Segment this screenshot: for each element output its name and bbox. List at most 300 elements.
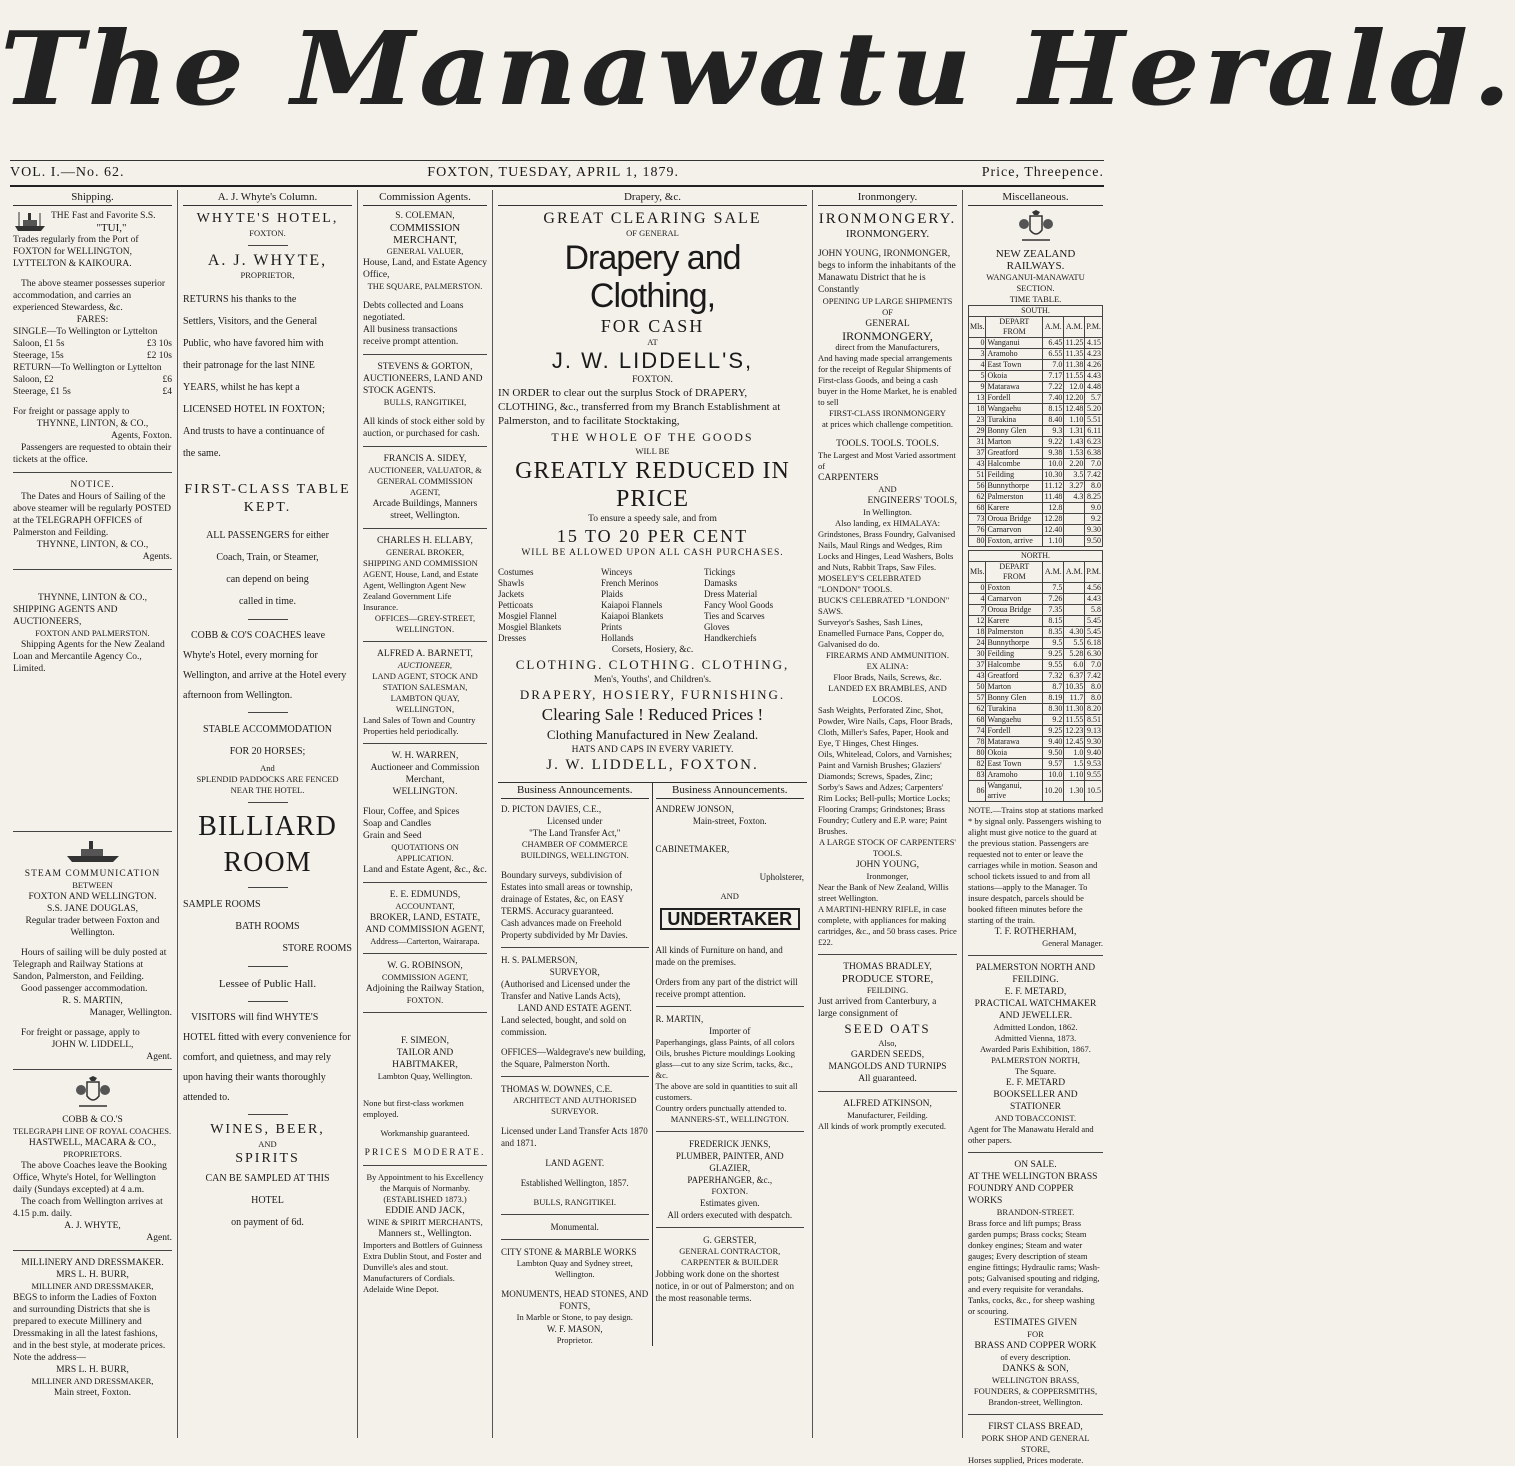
timetable-cell: 11.30 xyxy=(1065,704,1084,713)
timetable-cell: 7.42 xyxy=(1085,470,1103,481)
palmerson-sold: Land selected, bought, and sold on commission. xyxy=(501,1015,627,1037)
coach-line: Coach, Train, or Steamer, xyxy=(216,552,319,563)
timetable-cell: 5.8 xyxy=(1085,605,1103,616)
timetable-cell: Fordell xyxy=(986,726,1043,737)
timetable-cell: 10.0 xyxy=(1043,459,1064,470)
goods-item: Winceys xyxy=(601,567,633,577)
city-signature: W. F. MASON, xyxy=(546,1324,603,1334)
timetable-cell: 8.20 xyxy=(1085,704,1103,715)
ad-davies xyxy=(501,803,649,941)
jonson-upholsterer: Upholsterer, xyxy=(759,872,804,882)
stable-near: NEAR THE HOTEL. xyxy=(230,785,305,795)
timetable-cell: 11.55 xyxy=(1065,715,1084,724)
danks-trade: WELLINGTON BRASS, FOUNDERS, & COPPERSMITHS, xyxy=(973,1375,1098,1396)
gerster-trade: GENERAL CONTRACTOR, CARPENTER & BUILDER xyxy=(679,1246,781,1267)
metard-place: PALMERSTON NORTH AND FEILDING. xyxy=(975,963,1096,985)
timetable-cell: 9.55 xyxy=(1043,660,1064,671)
timetable-cell: 0 xyxy=(969,583,986,594)
timetable-cell: Foxton, arrive xyxy=(986,536,1043,547)
liddell-intro: IN ORDER to clear out the surplus Stock of DRAPERY, CLOTHING, &c., transferred from my Branch Establishment at Palmerston, and to facilitate Stocktaking, xyxy=(498,387,781,427)
timetable-cell: 5 xyxy=(969,371,986,382)
steam-manager: R. S. MARTIN, xyxy=(62,996,123,1006)
gerster-body: Jobbing work done on the shortest notice, in or out of Palmerston; and on the most reasonable terms. xyxy=(655,1269,794,1303)
timetable-cell: 7.22 xyxy=(1043,382,1064,393)
jenks-orders: All orders executed with despatch. xyxy=(667,1210,793,1220)
millinery-name: MRS L. H. BURR, xyxy=(56,1270,129,1280)
metard-name: E. F. METARD, xyxy=(1004,987,1067,997)
timetable-cell: 4.23 xyxy=(1085,349,1103,360)
tui-trades: Trades regularly from the Port of FOXTON for WELLINGTON, LYTTELTON & KAIKOURA. xyxy=(13,235,139,269)
timetable-cell: 12.45 xyxy=(1065,737,1084,746)
ad-young xyxy=(818,210,957,948)
cobb-proprietors-title: PROPRIETORS. xyxy=(63,1149,122,1159)
young-ironmonger: Ironmonger, xyxy=(866,871,909,881)
young-ironmongery: IRONMONGERY, xyxy=(842,329,933,343)
timetable-direction: NORTH. xyxy=(969,551,1103,562)
timetable-cell: 50 xyxy=(969,682,986,693)
timetable-cell: 9.40 xyxy=(1085,748,1103,759)
steam-agent: JOHN W. LIDDELL, xyxy=(51,1040,134,1050)
timetable-row xyxy=(969,605,1103,616)
hotel-place: FOXTON. xyxy=(249,228,286,238)
timetable-cell: 7.42 xyxy=(1085,671,1103,682)
sidey-name: FRANCIS A. SIDEY, xyxy=(383,454,467,464)
fare-value: £3 10s xyxy=(146,339,172,349)
timetable-row xyxy=(969,704,1103,715)
issue-price: Price, Threepence. xyxy=(981,165,1104,180)
fare-label: Steerage, £1 5s xyxy=(13,387,71,397)
timetable-cell: Aramoho xyxy=(986,349,1043,360)
column-heading: Shipping. xyxy=(13,190,172,206)
fare-label: Saloon, £1 5s xyxy=(13,339,65,349)
passengers-line: ALL PASSENGERS for either xyxy=(206,530,329,541)
timetable-cell: 62 xyxy=(969,704,986,715)
timetable-cell: 7.0 xyxy=(1043,360,1064,371)
timetable-cell: 4.43 xyxy=(1085,371,1103,382)
will-be: WILL BE xyxy=(635,446,670,456)
goods-col-b xyxy=(601,567,704,644)
palmerson-title: SURVEYOR, xyxy=(549,967,600,977)
timetable-cell: Palmerston xyxy=(986,627,1043,638)
ad-atkinson xyxy=(818,1098,957,1132)
timetable-cell: 8.7 xyxy=(1043,682,1064,693)
goods-item: Damasks xyxy=(704,578,737,588)
timetable-cell: Oroua Bridge xyxy=(986,514,1043,525)
simeon-prices: PRICES MODERATE. xyxy=(364,1148,486,1158)
timetable-cell: Fordell xyxy=(986,393,1043,404)
timetable-cell: 8.0 xyxy=(1085,682,1103,693)
timetable-cell: 7.40 xyxy=(1043,393,1064,404)
bradley-arrived: Just arrived from Canterbury, a large consignment of xyxy=(818,997,937,1019)
coleman-debts: Debts collected and Loans negotiated. xyxy=(363,301,464,323)
column-heading: A. J. Whyte's Column. xyxy=(183,190,352,206)
timetable-cell: 12.0 xyxy=(1064,382,1085,393)
timetable-header-cell: P.M. xyxy=(1085,562,1103,583)
timetable-cell: 12.40 xyxy=(1044,525,1063,534)
eddie-trade: WINE & SPIRIT MERCHANTS, xyxy=(367,1217,483,1227)
sidey-address: Arcade Buildings, Manners street, Wellington. xyxy=(372,499,478,521)
timetable-cell: Matarawa xyxy=(986,737,1043,748)
steam-good: Good passenger accommodation. xyxy=(21,984,148,994)
columns xyxy=(8,190,1108,1465)
monumental-heading: Monumental. xyxy=(550,1222,599,1232)
stevens-place: BULLS, RANGITIKEI, xyxy=(383,397,467,407)
tui-freight: For freight or passage apply to xyxy=(13,407,130,417)
hotel-line: RETURNS his thanks to the xyxy=(183,294,297,305)
timetable-cell: 9.55 xyxy=(1085,770,1103,781)
timetable-row xyxy=(969,616,1103,627)
railway-note: NOTE.—Trains stop at stations marked * by signal only. Passengers wishing to alight must give notice to the guard at the previous station. Passengers are requested not to enter or leave the carriages while in motion. Season and school tickets issued to and from all stations—apply to the Manager. To insure despatch, parcels should be booked fifteen minutes before the starting of the train. xyxy=(968,805,1103,925)
timetable-cell: 1.30 xyxy=(1064,781,1085,802)
timetable-cell: 1.0 xyxy=(1064,748,1085,759)
young-general: GENERAL xyxy=(865,319,910,329)
timetable-cell: Okoia xyxy=(986,748,1043,759)
city-address: Lambton Quay and Sydney street, Wellington. xyxy=(516,1258,633,1279)
timetable-cell: 12.48 xyxy=(1065,404,1084,413)
timetable-cell: 83 xyxy=(969,770,986,781)
timetable-row xyxy=(969,349,1103,360)
timetable-cell: Halcombe xyxy=(986,660,1043,671)
goods-col-a xyxy=(498,567,601,644)
timetable-cell: 9.22 xyxy=(1043,437,1064,448)
goods-col-c xyxy=(704,567,807,644)
timetable-row xyxy=(969,393,1103,404)
robinson-name: W. G. ROBINSON, xyxy=(387,961,463,971)
jenks-estimates: Estimates given. xyxy=(700,1198,760,1208)
goods-item: Hollands xyxy=(601,633,634,643)
timetable-cell: Feilding xyxy=(986,470,1043,481)
wines-beer: WINES, BEER, xyxy=(210,1122,325,1137)
timetable-cell: 37 xyxy=(969,660,986,671)
robinson-body: Adjoining the Railway Station, xyxy=(365,984,485,994)
column-drapery xyxy=(493,190,813,1438)
davies-name: D. PICTON DAVIES, C.E., xyxy=(501,804,602,814)
young-floor: Floor Brads, Nails, Screws, &c. xyxy=(833,672,942,682)
timetable-cell: 51 xyxy=(969,470,986,481)
ad-bakery xyxy=(968,1421,1103,1466)
robinson-place: FOXTON. xyxy=(406,995,444,1005)
timetable-cell: 30 xyxy=(969,649,986,660)
column-heading: Miscellaneous. xyxy=(968,190,1103,206)
metard-agent: Agent for The Manawatu Herald and other papers. xyxy=(968,1124,1094,1145)
timetable-header-cell: DEPART FROM xyxy=(986,562,1043,583)
tui-passengers: Passengers are requested to obtain their tickets at the office. xyxy=(13,443,172,465)
steam-trader: Regular trader between Foxton and Wellington. xyxy=(25,916,160,938)
timetable-cell: 9.40 xyxy=(1043,737,1064,748)
timetable-cell: 10.5 xyxy=(1085,781,1103,802)
timetable-header-cell: Mls. xyxy=(969,562,986,583)
timetable-row xyxy=(969,404,1103,415)
notice-signature-title: Agents. xyxy=(142,552,172,562)
timetable-cell: Okoia xyxy=(986,371,1043,382)
jenks-place: FOXTON. xyxy=(711,1186,748,1196)
goods-item: Kaiapoi Blankets xyxy=(601,611,664,621)
martin-address: MANNERS-ST., WELLINGTON. xyxy=(670,1114,789,1124)
timetable-cell: Greatford xyxy=(986,448,1043,459)
young-misc: Sash Weights, Perforated Zinc, Shot, Powder, Wire Nails, Caps, Floor Brads, Cloth, Miller's Safes, Paper, Hook and Eye, T Hinges, Chest Hinges. xyxy=(818,705,953,748)
timetable-cell xyxy=(1064,616,1085,627)
timetable-cell: Oroua Bridge xyxy=(986,605,1043,616)
steam-agent-title: Agent. xyxy=(146,1052,172,1062)
timetable-row xyxy=(969,514,1103,525)
ad-tui xyxy=(13,210,172,466)
coleman-name: S. COLEMAN, xyxy=(395,211,455,221)
cobb-line: TELEGRAPH LINE OF ROYAL COACHES. xyxy=(13,1126,172,1136)
timetable-heading: TIME TABLE. xyxy=(1009,294,1062,304)
steamship-icon xyxy=(63,838,123,864)
timetable-cell: 1.43 xyxy=(1064,437,1085,448)
sidey-trade: AUCTIONEER, VALUATOR, & GENERAL COMMISSION AGENT, xyxy=(368,465,482,497)
timetable-cell: 1.53 xyxy=(1064,448,1085,459)
notice-heading: NOTICE. xyxy=(70,480,115,490)
timetable-cell: 4 xyxy=(969,360,986,371)
ad-thynne xyxy=(13,592,172,675)
percent-line: 15 TO 20 PER CENT xyxy=(556,526,749,546)
young-first: FIRST-CLASS IRONMONGERY xyxy=(828,408,947,418)
timetable-cell: 11.25 xyxy=(1065,338,1084,347)
ad-barnett xyxy=(363,648,487,737)
goods-item: Dress Material xyxy=(704,589,758,599)
timetable-cell: 7.5 xyxy=(1043,583,1064,594)
young-signature: JOHN YOUNG, xyxy=(856,860,919,870)
fare-row xyxy=(13,338,172,350)
metard-square: The Square. xyxy=(1014,1066,1057,1076)
timetable-cell: 0 xyxy=(969,338,986,349)
ad-robinson xyxy=(363,960,487,1006)
downes-body: Licensed under Land Transfer Acts 1870 and 1871. xyxy=(501,1126,648,1148)
hotel-line: YEARS, whilst he has kept a xyxy=(183,382,300,393)
bradley-place: FEILDING. xyxy=(866,985,909,995)
edmunds-body: BROKER, LAND, ESTATE, AND COMMISSION AGENT, xyxy=(365,913,485,935)
city-body: MONUMENTS, HEAD STONES, AND FONTS, xyxy=(501,1289,649,1311)
volume-number: VOL. I.—No. 62. xyxy=(10,165,125,180)
business-left xyxy=(498,783,653,1346)
for-cash: FOR CASH xyxy=(600,316,705,336)
timetable-row xyxy=(969,492,1103,503)
cobb-coaches: COBB & CO'S COACHES leave Whyte's Hotel, every morning for Wellington, and arrive at the Hotel every afternoon from Wellington. xyxy=(183,630,347,701)
visitors-line: VISITORS will find WHYTE'S HOTEL fitted with every convenience for comfort, and quietness, and may rely upon having their wants thoroughly attended to. xyxy=(183,1012,351,1103)
ad-notice xyxy=(13,479,172,563)
timetable-cell: Carnarvon xyxy=(986,525,1043,536)
palmerson-name: H. S. PALMERSON, xyxy=(501,955,578,965)
timetable-cell: 18 xyxy=(969,627,986,638)
manufactured-line: Clothing Manufactured in New Zealand. xyxy=(546,727,759,742)
timetable-cell: Turakina xyxy=(986,415,1043,426)
barnett-address: LAMBTON QUAY, WELLINGTON, xyxy=(390,693,460,714)
mens-line: Men's, Youths', and Children's. xyxy=(593,675,712,685)
column-heading: Commission Agents. xyxy=(363,190,487,206)
estimates-for: FOR xyxy=(1027,1329,1044,1339)
timetable-cell: 1.31 xyxy=(1064,426,1085,437)
barnett-sales: Land Sales of Town and Country Properties held periodically. xyxy=(363,715,476,736)
timetable-cell: 62 xyxy=(969,492,986,503)
hotel-again: HOTEL xyxy=(251,1195,284,1206)
seed-oats: SEED OATS xyxy=(844,1021,931,1036)
timetable-row xyxy=(969,649,1103,660)
timetable-cell xyxy=(1064,536,1085,547)
spirits: SPIRITS xyxy=(235,1151,300,1166)
millinery-body: BEGS to inform the Ladies of Foxton and surrounding Districts that she is prepared to execute Millinery and Dressmaking in all the latest fashions, and in the best style, at moderate prices. xyxy=(13,1293,166,1351)
timetable-row xyxy=(969,583,1103,594)
timetable-header-cell: Mls. xyxy=(969,317,986,338)
warren-trade: Auctioneer and Commission Merchant, xyxy=(370,763,480,785)
young-largest: The Largest and Most Varied assortment of xyxy=(818,450,956,471)
ellaby-body: SHIPPING AND COMMISSION AGENT, House, Land, and Estate Agent, Wellington Agent New Zealand Government Life Insurance. xyxy=(363,558,479,612)
steamship-icon xyxy=(13,210,47,232)
young-body: And having made special arrangements for the receipt of Regular Shipments of First-class Goods, and being a cash buyer in the Home Market, he is enabled to sell xyxy=(818,353,957,407)
timetable-cell: 9.57 xyxy=(1043,759,1064,770)
timetable-direction: SOUTH. xyxy=(969,306,1103,317)
steam-hours: Hours of sailing will be duly posted at Telegraph and Railway Stations at Sandon, Palmerston, and Feilding. xyxy=(13,948,167,982)
robinson-trade: COMMISSION AGENT, xyxy=(381,972,469,982)
steam-manager-place: Manager, Wellington. xyxy=(89,1008,172,1018)
drapery-line: DRAPERY, HOSIERY, FURNISHING. xyxy=(519,687,786,702)
timetable-cell: 18 xyxy=(969,404,986,415)
timetable-cell: 57 xyxy=(969,693,986,704)
timetable-row xyxy=(969,360,1103,371)
stevens-trade: AUCTIONEERS, LAND AND STOCK AGENTS. xyxy=(363,374,483,396)
timetable-cell: 5.5 xyxy=(1064,638,1085,649)
bath-rooms: BATH ROOMS xyxy=(235,921,300,932)
timetable-header-cell: P.M. xyxy=(1085,317,1103,338)
timetable-south-body xyxy=(969,338,1103,547)
ad-metard xyxy=(968,962,1103,1146)
millinery-note: Note the address— xyxy=(13,1353,86,1363)
fares-heading: FARES: xyxy=(76,315,109,325)
timetable-cell: 56 xyxy=(969,481,986,492)
dateline xyxy=(10,160,1104,187)
timetable-cell: Matarawa xyxy=(986,382,1043,393)
goods-item: Fancy Wool Goods xyxy=(704,600,774,610)
timetable-cell: 5.45 xyxy=(1085,616,1103,627)
timetable-row xyxy=(969,459,1103,470)
timetable-cell: 7.0 xyxy=(1085,459,1103,470)
hotel-line: the same. xyxy=(183,448,221,459)
ellaby-trade: GENERAL BROKER, xyxy=(385,547,465,557)
ad-millinery xyxy=(13,1257,172,1399)
goods-item: French Merinos xyxy=(601,578,659,588)
timetable-cell: 1.5 xyxy=(1064,759,1085,770)
timetable-cell: 9.50 xyxy=(1085,536,1103,547)
warren-name: W. H. WARREN, xyxy=(391,751,459,761)
young-surveyor: Surveyor's Sashes, Sash Lines, Enamelled Furnace Pans, Copper do, Galvanised do do. xyxy=(818,617,945,649)
goods-item: Prints xyxy=(601,622,623,632)
barnett-trade: AUCTIONEER, xyxy=(397,660,453,670)
goods-item: Plaids xyxy=(601,589,624,599)
young-tools: TOOLS. TOOLS. TOOLS. xyxy=(836,439,939,449)
davies-cash: Cash advances made on Freehold Property subdivided by Mr Davies. xyxy=(501,918,628,940)
timetable-cell: Marton xyxy=(986,682,1043,693)
eddie-established: (ESTABLISHED 1873.) xyxy=(383,1194,467,1204)
steam-between: BETWEEN xyxy=(72,880,113,890)
eddie-address: Manners st., Wellington. xyxy=(378,1229,472,1239)
steam-ship: S.S. JANE DOUGLAS, xyxy=(46,904,139,914)
goods-item: Costumes xyxy=(498,567,534,577)
timetable-cell: 3.5 xyxy=(1064,470,1085,481)
young-landed: LANDED EX BRAMBLES, AND LOCOS. xyxy=(828,683,947,704)
palmerson-body: (Authorised and Licensed under the Transfer and Native Lands Acts), xyxy=(501,979,630,1001)
column-commission-agents xyxy=(358,190,493,1438)
jonson-orders: Orders from any part of the district will receive prompt attention. xyxy=(655,977,798,999)
liddell-place: FOXTON. xyxy=(632,375,673,385)
warren-place: WELLINGTON. xyxy=(392,787,458,797)
eddie-body: Importers and Bottlers of Guinness Extra Dublin Stout, and Foster and Dunville's ales and stout. xyxy=(363,1240,483,1272)
timetable-cell: 12.28 xyxy=(1044,514,1063,523)
timetable-row xyxy=(969,448,1103,459)
tui-steamer: The above steamer possesses superior accommodation, and carries an experienced Stewardess, &c. xyxy=(13,279,166,313)
timetable-cell: 6.37 xyxy=(1064,671,1085,682)
hotel-name: WHYTE'S HOTEL, xyxy=(196,211,339,226)
column-whyte xyxy=(178,190,358,1438)
allowed-line: WILL BE ALLOWED UPON ALL CASH PURCHASES. xyxy=(521,548,784,558)
business-right xyxy=(653,783,808,1346)
timetable-cell: 6.38 xyxy=(1085,448,1103,459)
timetable-row xyxy=(969,693,1103,704)
fare-label: Steerage, 15s xyxy=(13,351,64,361)
timetable-cell: 43 xyxy=(969,671,986,682)
atkinson-name: ALFRED ATKINSON, xyxy=(843,1099,932,1109)
timetable-row xyxy=(969,525,1103,536)
timetable-cell: 8.15 xyxy=(1043,404,1064,415)
cobb-coach: The coach from Wellington arrives at 4.15 p.m. daily. xyxy=(13,1197,163,1219)
simeon-address: Lambton Quay, Wellington. xyxy=(377,1071,473,1081)
timetable-cell: 4 xyxy=(969,594,986,605)
brandon-street: BRANDON-STREET. xyxy=(996,1207,1075,1217)
called-line: called in time. xyxy=(239,596,296,607)
barnett-name: ALFRED A. BARNETT, xyxy=(377,649,473,659)
cobb-proprietors: HASTWELL, MACARA & CO., xyxy=(28,1138,157,1148)
young-stock: Grindstones, Brass Foundry, Galvanised Nails, Maul Rings and Wedges, Rim Locks and Hinges, Lead Washers, Bolts and Nuts, Rabbit Traps, Saw Files. xyxy=(818,529,956,572)
cobb-signature: A. J. WHYTE, xyxy=(64,1221,121,1231)
timetable-cell: 9.2 xyxy=(1043,715,1064,726)
timetable-cell: Wangaehu xyxy=(986,715,1043,726)
table-heading: FIRST-CLASS TABLE xyxy=(184,482,351,497)
young-of: OF xyxy=(882,307,893,317)
goods-item: Handkerchiefs xyxy=(704,633,757,643)
garden-seeds: GARDEN SEEDS, xyxy=(850,1050,925,1060)
young-moseley: MOSELEY'S CELEBRATED "LONDON" TOOLS. xyxy=(818,573,921,594)
stable-and: And xyxy=(260,763,275,773)
timetable-cell: 3.27 xyxy=(1064,481,1085,492)
timetable-south xyxy=(968,305,1103,547)
store-rooms: STORE ROOMS xyxy=(282,943,352,954)
timetable-cell: 6.30 xyxy=(1085,649,1103,660)
timetable-row xyxy=(969,594,1103,605)
hats-line: HATS AND CAPS IN EVERY VARIETY. xyxy=(571,745,734,755)
stable-paddocks: SPLENDID PADDOCKS ARE FENCED xyxy=(196,774,339,784)
timetable-row xyxy=(969,371,1103,382)
timetable-cell: 13 xyxy=(969,393,986,404)
timetable-cell: 6.18 xyxy=(1085,638,1103,649)
timetable-cell: 11.12 xyxy=(1044,481,1063,490)
proprietor-title: PROPRIETOR, xyxy=(240,270,295,280)
goods-item: Dresses xyxy=(498,633,526,643)
steam-freight: For freight or passage, apply to xyxy=(21,1028,140,1038)
timetable-cell: 5.45 xyxy=(1085,627,1103,638)
timetable-cell: 4.43 xyxy=(1085,594,1103,605)
millinery-address: Main street, Foxton. xyxy=(53,1388,132,1398)
timetable-cell: 3 xyxy=(969,349,986,360)
martin-orders: Country orders punctually attended to. xyxy=(655,1103,787,1113)
warren-goods-1: Flour, Coffee, and Spices xyxy=(363,807,460,817)
warren-goods-2: Soap and Candles xyxy=(363,819,432,829)
subcolumn-heading: Business Announcements. xyxy=(501,783,649,799)
column-shipping xyxy=(8,190,178,1438)
timetable-cell: East Town xyxy=(986,759,1043,770)
young-and: AND xyxy=(878,484,897,494)
timetable-cell: 4.56 xyxy=(1085,583,1103,594)
timetable-cell xyxy=(1064,594,1085,605)
